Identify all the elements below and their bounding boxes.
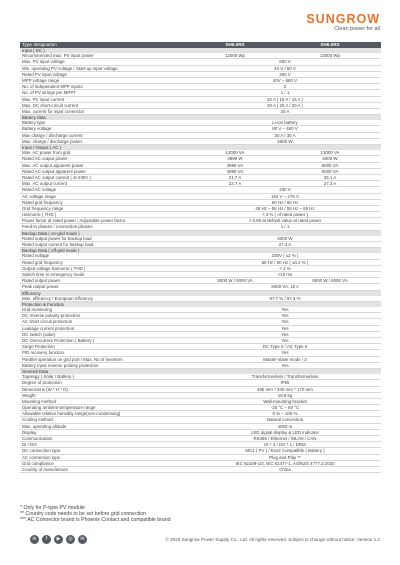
row-value-model-a: 4999 VA [226, 162, 244, 168]
row-value: DC Type II / AC Type II [262, 344, 308, 350]
row-label: Country of manufacture [22, 466, 68, 472]
instagram-icon[interactable]: ◎ [66, 535, 75, 544]
row-value: 40 V / 50 V [274, 65, 296, 71]
row-value: < 3 % ( of rated power ) [261, 212, 308, 218]
row-label: Max. AC power from grid [22, 150, 71, 156]
row-value: MC4 ( PV ) / Evo2 Compatible ( Battery ) [245, 448, 325, 454]
row-value: Yes [281, 362, 289, 368]
row-value: 6000 W [277, 235, 293, 241]
row-value: Yes [281, 307, 289, 313]
row-label: Max. charge / discharge power [22, 138, 83, 144]
row-label: Rated AC output apparent power [22, 168, 86, 174]
row-label: Recommended max. PV input power [22, 53, 94, 59]
row-value-model-a: 4999 W [227, 156, 243, 162]
row-label: Battery input reverse polarity protection [22, 362, 99, 368]
row-label: DC reverse polarity protection [22, 313, 81, 319]
footnote: ** Country code needs to be set before grid connection [20, 511, 147, 517]
footnote: * Only for P-type PV module [20, 505, 85, 511]
row-value: IEC 62109-1/2, IEC 62477-1, AS/NZS 4777.2:2020 [235, 460, 335, 466]
linkedin-icon[interactable]: in [30, 535, 39, 544]
row-label: Rated output current for backup load [22, 242, 94, 247]
row-value: 32 A ( 16 A / 16 A ) [267, 96, 303, 102]
row-label: Rated AC output current ( at 230V ) [22, 174, 91, 180]
row-label: Min. operating PV voltage / Start-up input voltage [22, 65, 118, 71]
row-value: Li-ion battery [272, 120, 298, 126]
row-value: -25 °C – 60 °C [270, 405, 300, 411]
row-label: Parallel operation on grid port / Max. No of inverters [22, 356, 123, 362]
row-value: 27.3 A [278, 242, 292, 247]
row-label: Display [22, 429, 37, 435]
table-row [20, 467, 381, 473]
section-title: Input / Output ( AC ) [22, 145, 62, 150]
row-value: Yes [281, 325, 289, 331]
row-value-model-b: 6000 VA [321, 162, 339, 168]
header-label: Type designation [22, 42, 57, 47]
row-value-model-b: 6000 W [322, 156, 338, 162]
brand-logo [306, 13, 380, 33]
row-value: 40 A ( 20 A / 20 A ) [267, 102, 303, 108]
footer [20, 535, 380, 547]
section-title: Protection & Function [22, 301, 64, 307]
row-value: 50 Hz / 60 Hz [271, 199, 299, 205]
row-label: AC voltage range [22, 193, 56, 199]
row-value: 30 A / 30 A [274, 132, 296, 138]
row-label: Rated grid frequency [22, 199, 63, 205]
row-value: 490 mm * 340 mm * 170 mm [257, 386, 313, 392]
copyright: © 2023 Sungrow Power Supply Co., Ltd. All rights reserved. Subject to change without notice. Version 1.2 [165, 537, 380, 542]
row-value: 230 V [279, 187, 291, 193]
row-label: Rated output power [22, 278, 61, 284]
section-title: Input ( DC ) [22, 48, 45, 53]
row-label: Peak output power [22, 284, 59, 290]
row-value: Yes [281, 338, 289, 343]
row-label: Harmonic ( THD ) [22, 212, 57, 218]
row-label: AC short circuit protection [22, 319, 73, 325]
row-value-model-a: 22.7 A [228, 181, 242, 187]
row-label: Max. PV input current [22, 96, 65, 102]
row-value: Yes [281, 331, 289, 337]
row-value: Yes [281, 350, 289, 356]
row-value-model-a: 5000 W / 5000 VA [217, 278, 253, 284]
row-label: Output voltage harmonic ( THD ) [22, 265, 86, 271]
row-label: Max. efficiency / European efficiency [22, 295, 94, 301]
row-label: Battery type [22, 120, 46, 126]
row-value: 40V – 560 V [272, 77, 298, 83]
row-label: Weight [22, 392, 36, 398]
section-title: Battery data [22, 115, 46, 121]
row-label: Max. AC output current [22, 181, 67, 187]
row-value: < 2 % [279, 265, 291, 271]
section-title: General Data [22, 368, 49, 374]
header-model-a: SH5.0RS [225, 42, 245, 47]
row-value: Natural convection [266, 417, 304, 423]
social-links [30, 535, 87, 544]
row-label: Dimensions (W * H * D) [22, 386, 68, 392]
row-label: Allowable relative humidity range(non-condensing) [22, 411, 121, 417]
facebook-icon[interactable]: f [42, 535, 51, 544]
section-title: Backup Data ( off-grid mode ) [22, 248, 80, 254]
email-icon[interactable]: ✉ [78, 535, 87, 544]
row-label: No. of PV strings per MPPT [22, 90, 76, 96]
row-value: 1 / 1 [280, 90, 290, 96]
row-label: Max charge / discharge current [22, 132, 83, 138]
row-value: 45 Hz – 55 Hz / 55 Hz – 65 Hz [255, 205, 315, 211]
row-value-model-a: 4999 VA [226, 168, 244, 174]
brand-tagline: Clean power for all [334, 26, 380, 32]
row-value: RS485 / Ethernet / WLAN / CAN [253, 436, 317, 441]
section-title: Backup Data ( on-grid mode ) [22, 230, 80, 236]
row-value: <10 ms [277, 271, 293, 277]
row-label: Max. DC short-circuit current [22, 102, 78, 108]
row-value-model-b: 26.1 A [323, 174, 337, 180]
row-label: Topology ( Solar / Battery ) [22, 374, 74, 380]
row-label: Mounting method [22, 398, 56, 404]
row-label: Grid compliance [22, 460, 54, 466]
row-label: Switch time to emergency mode [22, 271, 85, 277]
row-label: Cooling method [22, 417, 53, 423]
row-value: 0 % – 100 % [272, 411, 298, 417]
row-value: 50 Hz / 60 Hz ( ±0.2 % ) [261, 259, 309, 265]
footnote: *** AC Connector brand is Phoenix Contact and compatible brand [20, 517, 171, 523]
row-value: LED digital display & LED indicator [251, 429, 319, 435]
row-value-model-b: 6000 VA [321, 168, 339, 174]
row-value: 154 V – 276 V [271, 193, 299, 199]
row-label: DI / DO [22, 442, 37, 448]
row-label: Communication [22, 436, 53, 441]
spec-table-body [20, 48, 381, 473]
row-label: AC connection type [22, 454, 61, 460]
row-value: 600 V [279, 59, 291, 65]
row-value: Plug and Play ** [269, 454, 301, 460]
row-value: 360 V [279, 71, 291, 77]
row-label: Battery voltage [22, 126, 52, 132]
row-label: No. of independent MPP inputs [22, 84, 83, 90]
row-value: 8400 VA, 10 s [271, 284, 299, 290]
row-value: Wall-mounting bracket [263, 398, 307, 404]
row-value: Master-slave mode / 3 [263, 356, 307, 362]
row-label: DC connection type [22, 448, 61, 454]
row-label: Feed-in phases / connection phases [22, 224, 93, 230]
row-label: DC Overcurrent Protection ( Battery ) [22, 338, 95, 343]
row-value: 4000 m [277, 423, 293, 429]
footnotes [20, 505, 171, 523]
row-value-model-b: 27.3 A [323, 181, 337, 187]
row-value-model-a: 12000 Wp [224, 53, 245, 59]
section-title: Efficiency [22, 290, 41, 296]
row-label: Max. AC output apparent power [22, 162, 84, 168]
row-value: Transformerless / Transformerless [251, 374, 319, 380]
row-value-model-b: 13000 VA [320, 150, 340, 156]
row-label: Max. operating altitude [22, 423, 67, 429]
row-label: Rated AC output power [22, 156, 68, 162]
row-label: DC switch (solar) [22, 331, 56, 337]
row-value: Yes [281, 313, 289, 319]
row-value: 230V ( ±2 % ) [271, 253, 299, 259]
row-label: Surge Protection [22, 344, 55, 350]
row-value-model-a: 21.7 A [228, 174, 242, 180]
row-value: 18.5 kg [277, 392, 293, 398]
row-value-model-a: 12000 VA [225, 150, 245, 156]
brand-name: SUNGROW [306, 12, 380, 26]
row-label: Rated output power for backup load [22, 235, 92, 241]
row-label: PID recovery function [22, 350, 64, 356]
row-value: > 0.99 at default value at rated power [248, 218, 322, 224]
row-label: Operating ambient temperature range [22, 405, 96, 411]
row-label: Rated grid frequency [22, 259, 63, 265]
row-value: 20 A [280, 108, 290, 114]
row-value-model-b: 13000 Wp [319, 53, 340, 59]
row-value: DI * 4 / DO * 1 / DRM [264, 442, 306, 448]
row-value: 2 [283, 84, 287, 90]
row-label: Leakage current protection [22, 325, 75, 331]
row-value: IP65 [280, 380, 290, 386]
row-label: Rated AC voltage [22, 187, 57, 193]
row-value: 97.7 % / 97.3 % [269, 295, 301, 301]
row-label: Max. current for input connector [22, 108, 84, 114]
row-label: MPP voltage range [22, 77, 60, 83]
header [0, 0, 400, 40]
row-value: Yes [281, 319, 289, 325]
row-value-model-b: 6000 W / 6000 VA [312, 278, 348, 284]
header-model-b: SH6.0RS [320, 42, 340, 47]
row-value: 6600 W [277, 138, 293, 144]
row-label: Max. PV input voltage [22, 59, 65, 65]
row-value: 80 V – 460 V [272, 126, 298, 132]
row-label: Degree of protection [22, 380, 62, 386]
row-label: Rated PV input voltage [22, 71, 67, 77]
spec-table [20, 42, 381, 473]
row-value: 1 / 1 [280, 224, 290, 230]
row-label: Rated voltage [22, 253, 50, 259]
row-label: Grid monitoring [22, 307, 53, 313]
row-value: China [279, 466, 291, 472]
row-label: Grid frequency range [22, 205, 64, 211]
row-label: Power factor at rated power / Adjustable power factor [22, 218, 126, 224]
youtube-icon[interactable]: ▶ [54, 535, 63, 544]
